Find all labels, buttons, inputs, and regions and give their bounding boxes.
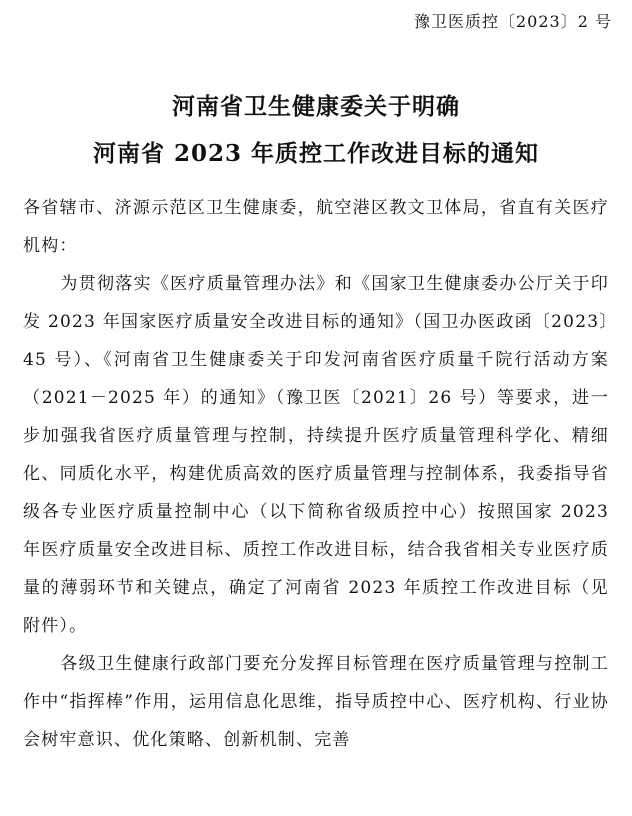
addressee: 各省辖市、济源示范区卫生健康委，航空港区教文卫体局，省直有关医疗机构：: [23, 198, 609, 256]
document-title-line-2: 河南省 2023 年质控工作改进目标的通知: [92, 140, 540, 167]
paragraph-2: 各级卫生健康行政部门要充分发挥目标管理在医疗质量管理与控制工作中“指挥棒”作用，运用信息化思维，指导质控中心、医疗机构、行业协会树牢意识、优化策略、创新机制、完善: [23, 654, 609, 750]
paragraph-1: 为贯彻落实《医疗质量管理办法》和《国家卫生健康委办公厅关于印发 2023 年国家医疗质量安全改进目标的通知》（国卫办医政函〔2023〕45 号）、《河南省卫生健康委关于印发河南省医疗质量千院行活动方案（2021－2025 年）的通知》（豫卫医〔2021〕26 号）等要求，进一步加强我省医疗质量管理与控制，持续提升医疗质量管理科学化、精细化、同质化水平，构建优质高效的医疗质量管理与控制体系，我委指导省级各专业医疗质量控制中心（以下简称省级质控中心）按照国家 2023 年医疗质量安全改进目标、质控工作改进目标，结合我省相关专业医疗质量的薄弱环节和关键点，确定了河南省 2023 年质控工作改进目标（见附件）。: [23, 274, 609, 636]
document-body: [23, 189, 609, 759]
document-title-line-1: 河南省卫生健康委关于明确: [172, 93, 460, 120]
document-number: 豫卫医质控〔2023〕2 号: [414, 12, 612, 31]
